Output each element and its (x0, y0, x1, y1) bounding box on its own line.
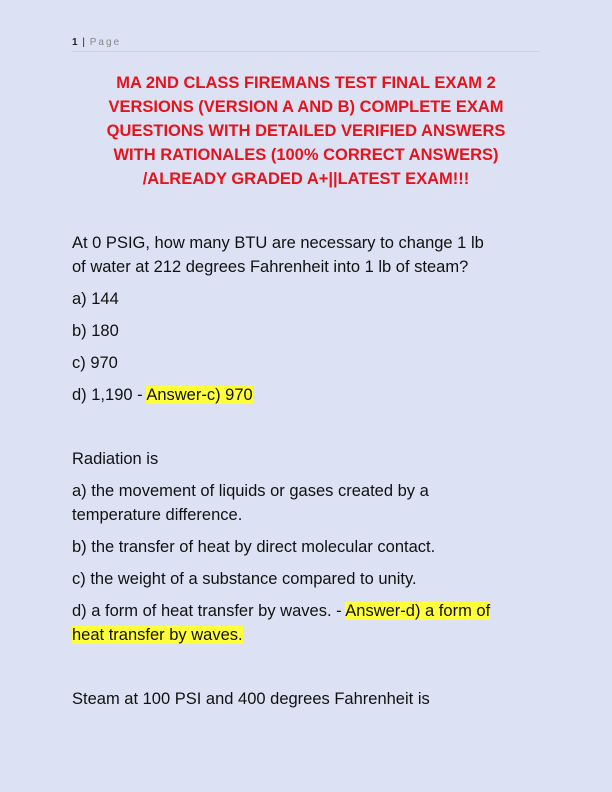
title-line: QUESTIONS WITH DETAILED VERIFIED ANSWERS (106, 122, 506, 140)
option-text: a) the movement of liquids or gases created by a (72, 482, 429, 500)
question-2-option-d (72, 599, 542, 647)
question-2-option-a (72, 479, 542, 527)
question-1-option-a: a) 144 (72, 290, 119, 308)
question-1-option-d (72, 383, 542, 407)
question-1-option-b: b) 180 (72, 322, 119, 340)
title-line: /ALREADY GRADED A+||LATEST EXAM!!! (142, 170, 470, 188)
title-line: MA 2ND CLASS FIREMANS TEST FINAL EXAM 2 (116, 74, 496, 92)
question-text: of water at 212 degrees Fahrenheit into 1 lb of steam? (72, 258, 469, 276)
question-1-option-c: c) 970 (72, 354, 118, 372)
title-line: WITH RATIONALES (100% CORRECT ANSWERS) (113, 146, 499, 164)
page-number: 1 (72, 37, 78, 48)
page-header (72, 37, 540, 52)
answer-highlight: heat transfer by waves. (72, 626, 243, 644)
answer-highlight: Answer-c) 970 (146, 386, 253, 404)
document-title (72, 71, 540, 191)
question-text: At 0 PSIG, how many BTU are necessary to change 1 lb (72, 234, 484, 252)
answer-highlight: Answer-d) a form of (345, 602, 491, 620)
page-separator: | (82, 37, 85, 48)
question-3-stem: Steam at 100 PSI and 400 degrees Fahrenheit is (72, 690, 430, 708)
question-2-option-b: b) the transfer of heat by direct molecular contact. (72, 538, 436, 556)
question-2-stem: Radiation is (72, 450, 159, 468)
question-2-option-c: c) the weight of a substance compared to unity. (72, 570, 417, 588)
page-word: Page (89, 37, 122, 48)
title-line: VERSIONS (VERSION A AND B) COMPLETE EXAM (108, 98, 504, 116)
question-1-stem (72, 231, 542, 279)
option-text: d) a form of heat transfer by waves. - (72, 602, 346, 620)
option-text: temperature difference. (72, 506, 243, 524)
option-text: d) 1,190 - (72, 386, 147, 404)
